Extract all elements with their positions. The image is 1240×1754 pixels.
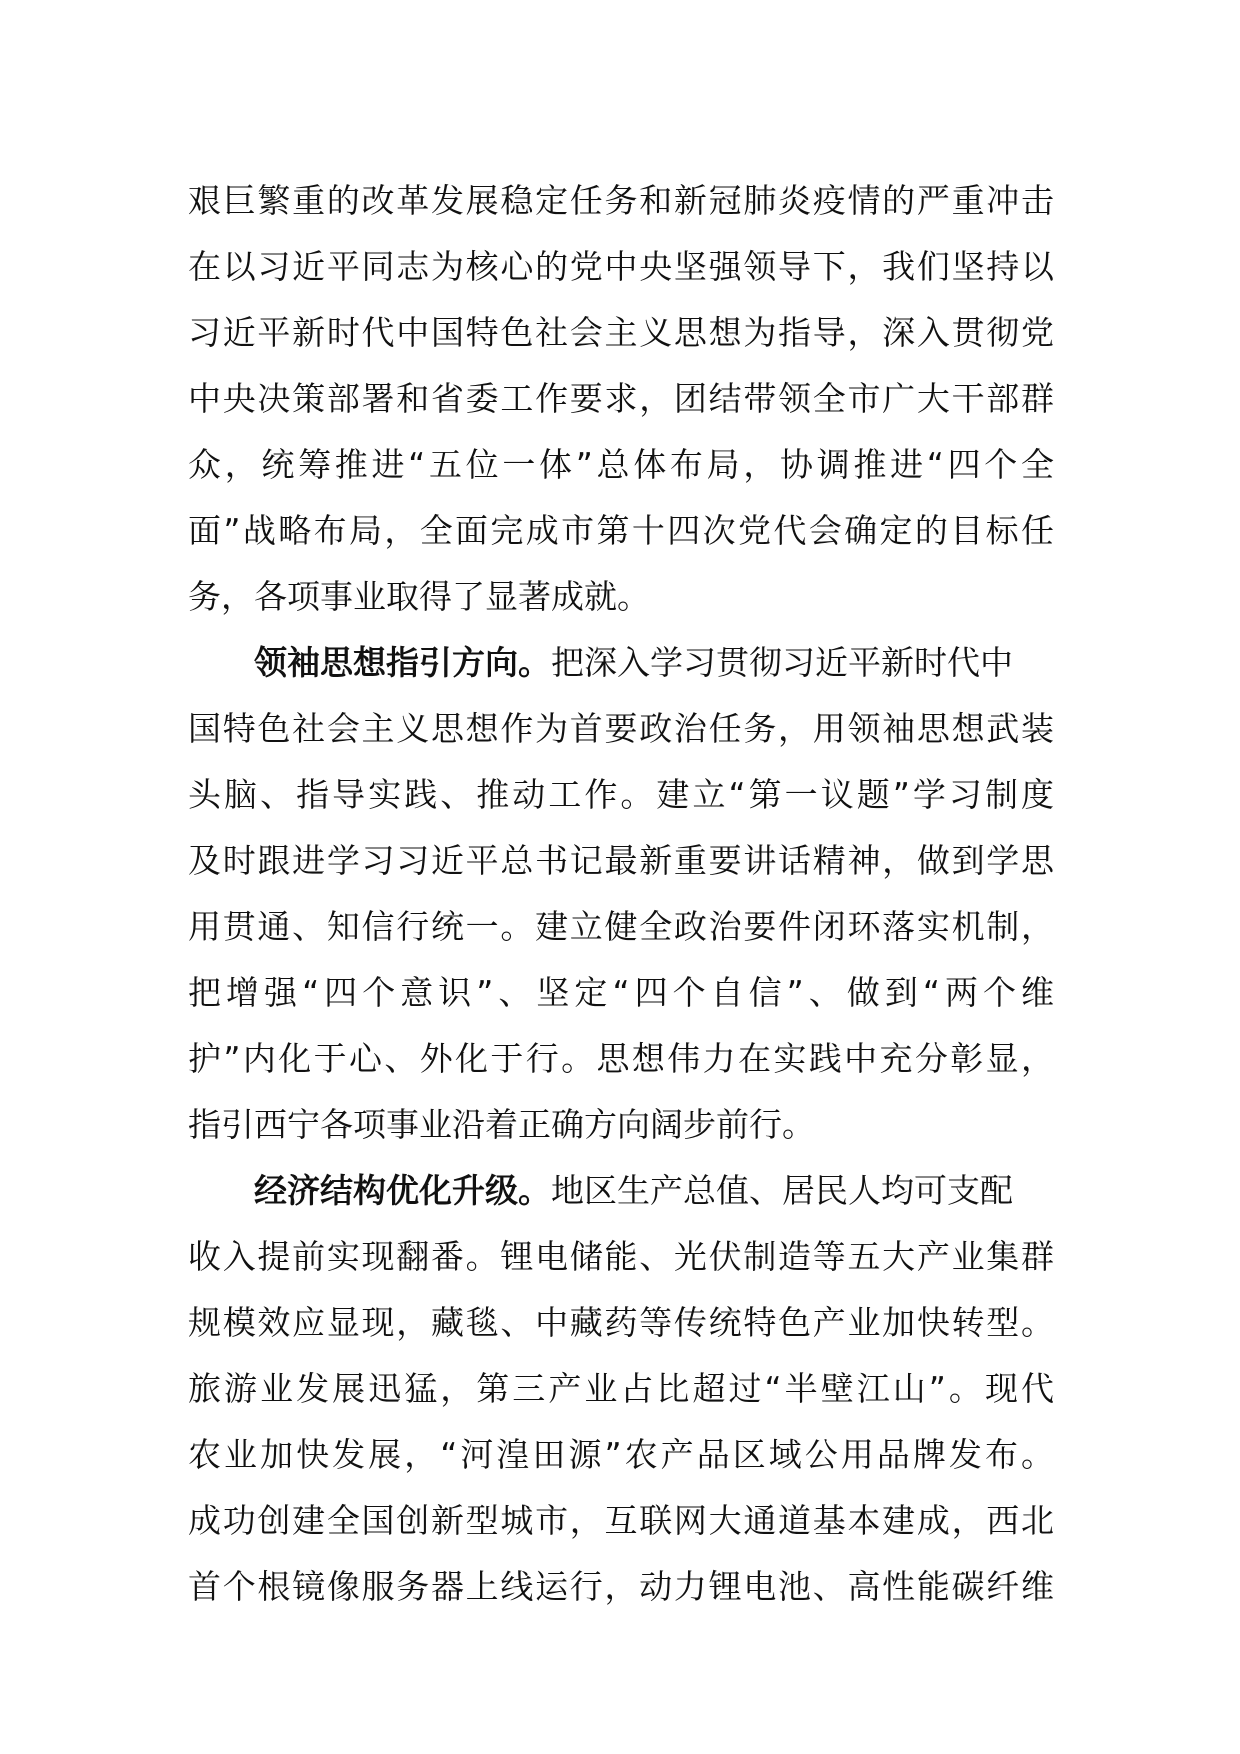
paragraph-2-line-1-text: 把深入学习贯彻习近平新时代中 xyxy=(551,643,1013,682)
paragraph-3-line-5: 农业加快发展，“河湟田源”农产品区域公用品牌发布。 xyxy=(188,1435,1054,1474)
paragraph-2-line-3: 头脑、指导实践、推动工作。建立“第一议题”学习制度 xyxy=(188,775,1054,814)
paragraph-2-line-6: 把增强“四个意识”、坚定“四个自信”、做到“两个维 xyxy=(188,973,1054,1012)
paragraph-2-line-2: 国特色社会主义思想作为首要政治任务，用领袖思想武装 xyxy=(188,709,1054,748)
paragraph-1-line-3: 习近平新时代中国特色社会主义思想为指导，深入贯彻党 xyxy=(188,313,1054,352)
paragraph-3-line-7: 首个根镜像服务器上线运行，动力锂电池、高性能碳纤维 xyxy=(188,1567,1054,1606)
paragraph-2-line-7: 护”内化于心、外化于行。思想伟力在实践中充分彰显， xyxy=(188,1039,1054,1078)
paragraph-2-line-8: 指引西宁各项事业沿着正确方向阔步前行。 xyxy=(188,1105,815,1144)
paragraph-2-line-1 xyxy=(188,630,1054,696)
paragraph-2-line-4: 及时跟进学习习近平总书记最新重要讲话精神，做到学思 xyxy=(188,841,1054,880)
paragraph-3-heading: 经济结构优化升级。 xyxy=(254,1171,551,1210)
paragraph-3-line-1 xyxy=(188,1158,1054,1224)
paragraph-1-line-6: 面”战略布局，全面完成市第十四次党代会确定的目标任 xyxy=(188,511,1054,550)
paragraph-2-heading: 领袖思想指引方向。 xyxy=(254,643,551,682)
paragraph-3-line-3: 规模效应显现，藏毯、中藏药等传统特色产业加快转型。 xyxy=(188,1303,1054,1342)
paragraph-3-line-2: 收入提前实现翻番。锂电储能、光伏制造等五大产业集群 xyxy=(188,1237,1054,1276)
paragraph-1-line-2: 在以习近平同志为核心的党中央坚强领导下，我们坚持以 xyxy=(188,247,1054,286)
document-body xyxy=(188,168,1054,1620)
paragraph-1-line-1: 艰巨繁重的改革发展稳定任务和新冠肺炎疫情的严重冲击 xyxy=(188,181,1054,220)
paragraph-1-line-7: 务，各项事业取得了显著成就。 xyxy=(188,577,650,616)
paragraph-1-line-5: 众，统筹推进“五位一体”总体布局，协调推进“四个全 xyxy=(188,445,1054,484)
paragraph-2-line-5: 用贯通、知信行统一。建立健全政治要件闭环落实机制， xyxy=(188,907,1054,946)
paragraph-3-line-1-text: 地区生产总值、居民人均可支配 xyxy=(551,1171,1013,1210)
paragraph-3-line-4: 旅游业发展迅猛，第三产业占比超过“半壁江山”。现代 xyxy=(188,1369,1054,1408)
paragraph-1-line-4: 中央决策部署和省委工作要求，团结带领全市广大干部群 xyxy=(188,379,1054,418)
paragraph-3-line-6: 成功创建全国创新型城市，互联网大通道基本建成，西北 xyxy=(188,1501,1054,1540)
